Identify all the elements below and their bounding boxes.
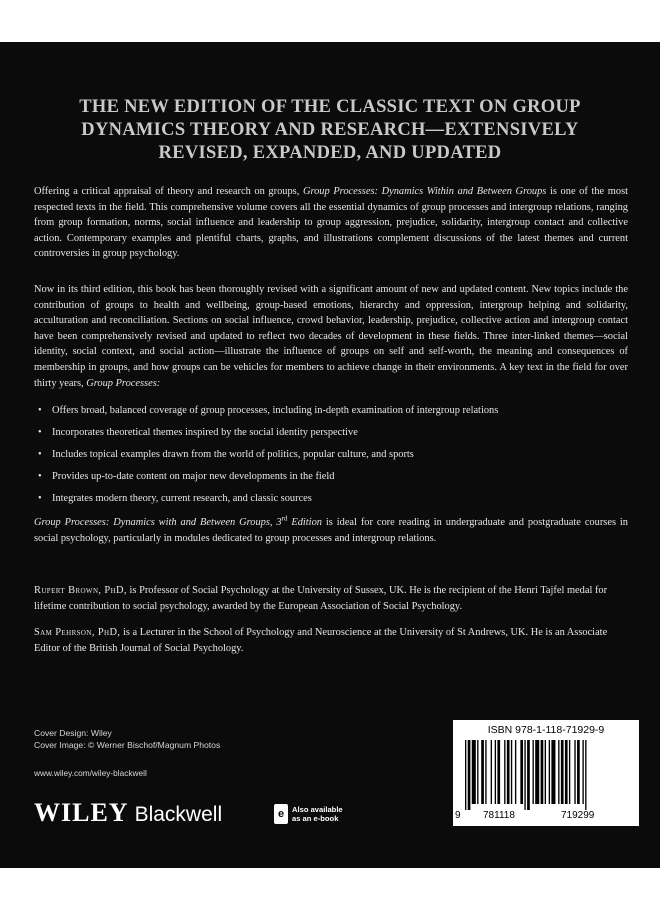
bullet-icon: • bbox=[38, 427, 42, 438]
ebook-text bbox=[292, 805, 343, 823]
logo-wiley: WILEY bbox=[34, 798, 129, 827]
closing-paragraph bbox=[34, 515, 628, 546]
list-item bbox=[38, 400, 628, 422]
logo-blackwell: Blackwell bbox=[134, 803, 223, 826]
barcode-bar bbox=[535, 740, 539, 804]
list-item-text: Incorporates theoretical themes inspired by the social identity perspective bbox=[52, 427, 358, 438]
author-bio-text: is Professor of Social Psychology at the University of Sussex, UK. He is the recipient of the Henri Tajfel medal for lifetime contribution to social psychology, awarded by the European Association of Social Psychology. bbox=[34, 585, 608, 612]
barcode-bar bbox=[585, 740, 586, 810]
barcode-bar bbox=[511, 740, 512, 804]
barcode-bar bbox=[485, 740, 486, 804]
list-item-text: Offers broad, balanced coverage of group processes, including in-depth examination of intergroup relations bbox=[52, 405, 499, 416]
barcode-bar bbox=[527, 740, 530, 810]
barcode-bar bbox=[545, 740, 546, 804]
barcode-bar bbox=[582, 740, 583, 804]
barcode-bar bbox=[574, 740, 575, 804]
headline bbox=[20, 96, 640, 165]
barcode-bar bbox=[468, 740, 471, 810]
ebook-icon: e bbox=[274, 804, 288, 824]
intro-paragraph bbox=[34, 184, 628, 262]
headline-line: DYNAMICS THEORY AND RESEARCH—EXTENSIVELY bbox=[81, 120, 579, 140]
barcode-digits-right: 719299 bbox=[561, 810, 595, 821]
barcode-bar bbox=[541, 740, 544, 804]
book-title-edition: Group Processes: Dynamics with and Between Groups, 3 bbox=[34, 517, 282, 528]
barcode-bar bbox=[477, 740, 478, 804]
isbn-label: ISBN 978-1-118-71929-9 bbox=[487, 724, 605, 736]
book-title: Group Processes: Dynamics Within and Between Groups bbox=[302, 186, 547, 197]
back-cover bbox=[0, 42, 660, 868]
barcode-bar bbox=[565, 740, 568, 804]
edition-text: Now in its third edition, this book has been thoroughly revised with a significant amount of new and updated content. New topics include the contribution of groups to health and wellbeing, group-based emotions, hierarchy and oppression, intergroup helping and solidarity, acculturation and reconciliation. Sections on social influence, crowd behavior, leadership, prejudice, collective action and intergroup contact have been comprehensively revised and updated to reflect two decades of development in these fields. Three inter-linked themes—social identity, social context, and social action—illustrate the influence of groups on self and self-worth, the meaning and consequences of membership in groups, and how groups can be vehicles for members to achieve change in their environments. A key text in the field for over thirty years, bbox=[34, 284, 628, 389]
intro-text-end: is one of the most respected texts in the field. This comprehensive volume covers all the essential dynamics of group processes and intergroup relations, ranging from group formation, norms, social influence and leadership to group aggression, prejudice, solidarity, intergroup contact and collective action. Contemporary examples and plentiful charts, graphs, and illustrations complement discussions of the latest themes and current controversies in group psychology. bbox=[34, 186, 629, 260]
cover-design-credit: Cover Design: Wiley bbox=[34, 728, 112, 738]
feature-list bbox=[38, 400, 628, 510]
edition-paragraph bbox=[34, 282, 628, 391]
list-item-text: Provides up-to-date content on major new developments in the field bbox=[52, 471, 335, 482]
barcode-bar bbox=[533, 740, 534, 804]
bullet-icon: • bbox=[38, 471, 42, 482]
bullet-icon: • bbox=[38, 405, 42, 416]
list-item bbox=[38, 444, 628, 466]
barcode-bar bbox=[497, 740, 500, 804]
headline-line: REVISED, EXPANDED, AND UPDATED bbox=[158, 143, 502, 163]
intro-text: Offering a critical appraisal of theory and research on groups, bbox=[34, 186, 303, 197]
author-name: Sam Pehrson, PhD, bbox=[34, 627, 121, 638]
headline-line: THE NEW EDITION OF THE CLASSIC TEXT ON GROUP bbox=[79, 97, 581, 117]
barcode-bar bbox=[495, 740, 496, 804]
barcode-digit-first: 9 bbox=[455, 810, 461, 821]
barcode-bar bbox=[507, 740, 510, 804]
cover-credits bbox=[34, 728, 220, 751]
list-item-text: Includes topical examples drawn from the world of politics, popular culture, and sports bbox=[52, 449, 414, 460]
ebook-line: Also available bbox=[292, 805, 343, 814]
barcode-bar bbox=[549, 740, 550, 804]
author-bio bbox=[34, 583, 628, 614]
barcode-icon bbox=[465, 740, 627, 810]
edition-label: Edition bbox=[287, 517, 322, 528]
barcode-bar bbox=[561, 740, 564, 804]
barcode-bar bbox=[504, 740, 505, 804]
barcode-bar bbox=[481, 740, 484, 804]
closing-text: is ideal for core reading in undergraduate and postgraduate courses in social psychology, particularly in modules dedicated to group processes and intergroup relations. bbox=[34, 517, 628, 544]
barcode-bar bbox=[465, 740, 466, 810]
list-item bbox=[38, 488, 628, 510]
barcode-bar bbox=[577, 740, 580, 804]
list-item bbox=[38, 422, 628, 444]
wiley-blackwell-logo bbox=[34, 798, 222, 826]
bullet-icon: • bbox=[38, 449, 42, 460]
author-bio bbox=[34, 625, 628, 656]
ebook-notice bbox=[274, 804, 343, 824]
list-item-text: Integrates modern theory, current research, and classic sources bbox=[52, 493, 312, 504]
barcode-bar bbox=[551, 740, 555, 804]
barcode-panel bbox=[453, 720, 639, 826]
barcode-bar bbox=[472, 740, 476, 804]
author-name: Rupert Brown, PhD, bbox=[34, 585, 127, 596]
ebook-line: as an e-book bbox=[292, 814, 339, 823]
list-item bbox=[38, 466, 628, 488]
barcode-bar bbox=[558, 740, 559, 804]
barcode-digits-left: 781118 bbox=[483, 810, 515, 821]
barcode-bar bbox=[520, 740, 523, 804]
cover-image-credit: Cover Image: © Werner Bischof/Magnum Photos bbox=[34, 739, 221, 750]
book-title-short: Group Processes: bbox=[86, 377, 161, 389]
barcode-bar bbox=[515, 740, 516, 804]
superscript: rd bbox=[281, 514, 288, 523]
bullet-icon: • bbox=[38, 493, 42, 504]
publisher-url: www.wiley.com/wiley-blackwell bbox=[34, 768, 147, 778]
barcode-bar bbox=[524, 740, 525, 810]
author-bio-text: is a Lecturer in the School of Psychology and Neuroscience at the University of St Andrews, UK. He is an Associate Editor of the British Journal of Social Psychology. bbox=[34, 627, 608, 654]
barcode-bar bbox=[491, 740, 492, 804]
barcode-bar bbox=[569, 740, 570, 804]
